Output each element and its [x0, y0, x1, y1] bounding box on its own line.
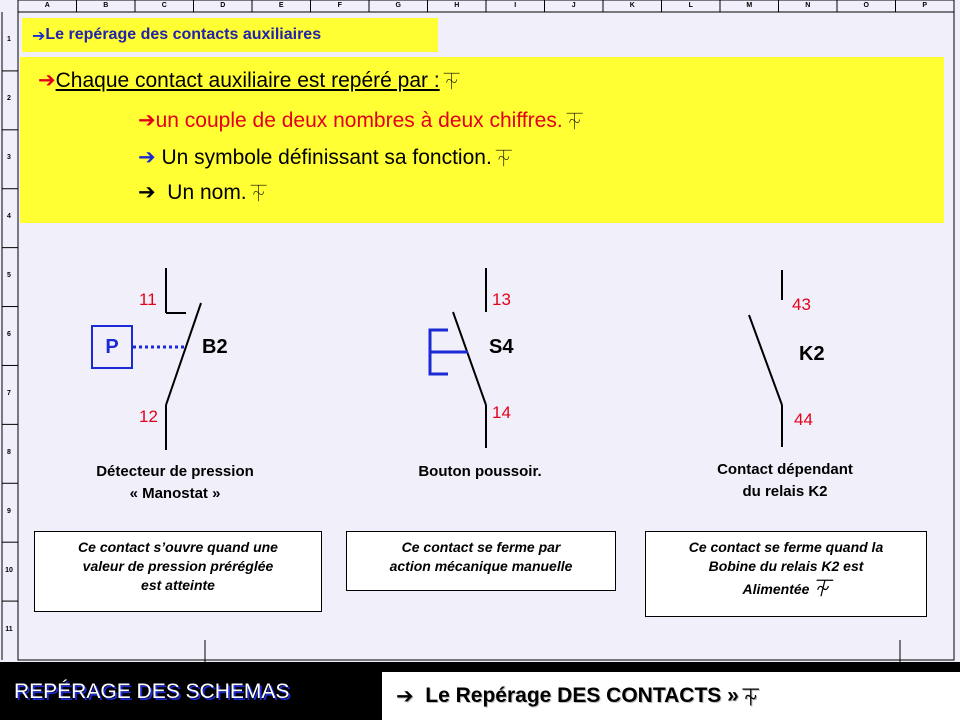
b2-caption-line-2: « Manostat »: [129, 485, 221, 502]
row-label: 5: [7, 272, 11, 280]
k2-caption-line-1: Contact dépendant: [717, 461, 853, 478]
sound-icon: ⏇: [813, 579, 830, 598]
arrow-right-icon: ➔: [396, 684, 414, 708]
b2-note-line-3: est atteinte: [141, 577, 215, 593]
intro-text-1: Chaque contact auxiliaire est repéré par :: [55, 69, 440, 92]
column-label: A: [44, 2, 50, 9]
b2-top-number: 11: [139, 290, 157, 309]
k2-bottom-number: 44: [794, 410, 813, 429]
column-label: J: [571, 2, 576, 9]
contact-k2-symbol: [749, 270, 782, 447]
column-label: M: [746, 2, 753, 9]
column-label: D: [220, 2, 226, 9]
b2-caption-line-1: Détecteur de pression: [96, 463, 254, 480]
row-label: 4: [7, 213, 11, 221]
row-label: 10: [5, 566, 13, 574]
actuator-label: P: [105, 335, 119, 358]
column-label: K: [629, 2, 635, 9]
contact-s4-symbol: [430, 268, 486, 448]
row-label: 9: [7, 507, 11, 515]
b2-bottom-number: 12: [139, 407, 158, 426]
arrow-right-icon: ➔: [138, 145, 156, 169]
s4-name: S4: [489, 336, 514, 358]
row-label: 2: [7, 95, 11, 103]
k2-caption-line-2: du relais K2: [742, 483, 828, 500]
column-label: H: [454, 2, 460, 9]
footer-section-title: REPÉRAGE DES SCHEMAS: [14, 680, 290, 703]
s4-note-line-2: action mécanique manuelle: [389, 558, 573, 574]
s4-note-line-1: Ce contact se ferme par: [401, 539, 561, 555]
row-label: 3: [7, 154, 11, 162]
row-label: 1: [7, 36, 11, 44]
column-label: C: [161, 2, 167, 9]
column-label: F: [337, 2, 342, 9]
arrow-right-icon: ➔: [32, 25, 46, 45]
k2-note: [645, 531, 927, 617]
k2-note-line-3: Alimentée: [742, 581, 810, 597]
column-label: N: [805, 2, 811, 9]
k2-top-number: 43: [792, 295, 811, 314]
row-label: 11: [5, 625, 13, 633]
sound-icon: ⏇: [495, 149, 512, 168]
sound-icon: ⏇: [443, 72, 460, 91]
column-label: G: [395, 2, 401, 9]
column-label: B: [103, 2, 109, 9]
footer-subtitle-box: [382, 672, 960, 720]
row-label: 7: [7, 389, 11, 397]
column-label: E: [278, 2, 284, 9]
row-label: 8: [7, 448, 11, 456]
k2-note-line-2: Bobine du relais K2 est: [708, 558, 864, 574]
column-label: L: [688, 2, 693, 9]
row-label: 6: [7, 331, 11, 338]
k2-note-line-1: Ce contact se ferme quand la: [688, 539, 884, 555]
arrow-right-icon: ➔: [38, 68, 56, 92]
intro-text-2: un couple de deux nombres à deux chiffres.: [155, 109, 563, 132]
footer-subtitle: Le Repérage DES CONTACTS »: [425, 684, 739, 707]
column-label: P: [922, 2, 928, 9]
b2-note-line-1: Ce contact s’ouvre quand une: [78, 539, 278, 555]
sound-icon: ⏇: [566, 112, 583, 131]
k2-note-line-3-wrap: [646, 579, 926, 599]
s4-bottom-number: 14: [492, 403, 511, 422]
s4-caption-line-1: Bouton poussoir.: [418, 463, 542, 480]
arrow-right-icon: ➔: [138, 108, 156, 132]
s4-top-number: 13: [492, 290, 511, 309]
sound-icon: ⏇: [250, 184, 267, 203]
k2-caption: [660, 459, 910, 503]
intro-text-4: Un nom.: [167, 181, 247, 204]
s4-caption: [360, 461, 600, 483]
b2-note: [34, 531, 322, 612]
sound-icon: ⏇: [742, 687, 759, 707]
k2-name: K2: [799, 343, 825, 365]
s4-note: [346, 531, 616, 591]
pressure-actuator-box: [91, 325, 133, 369]
intro-text-3: Un symbole définissant sa fonction.: [161, 146, 492, 169]
section-title: Le repérage des contacts auxiliaires: [45, 26, 322, 43]
b2-caption: [40, 461, 310, 505]
column-label: I: [514, 2, 517, 9]
b2-name: B2: [202, 336, 228, 358]
b2-note-line-2: valeur de pression préréglée: [82, 558, 274, 574]
column-label: O: [863, 2, 869, 9]
arrow-right-icon: ➔: [138, 180, 156, 204]
